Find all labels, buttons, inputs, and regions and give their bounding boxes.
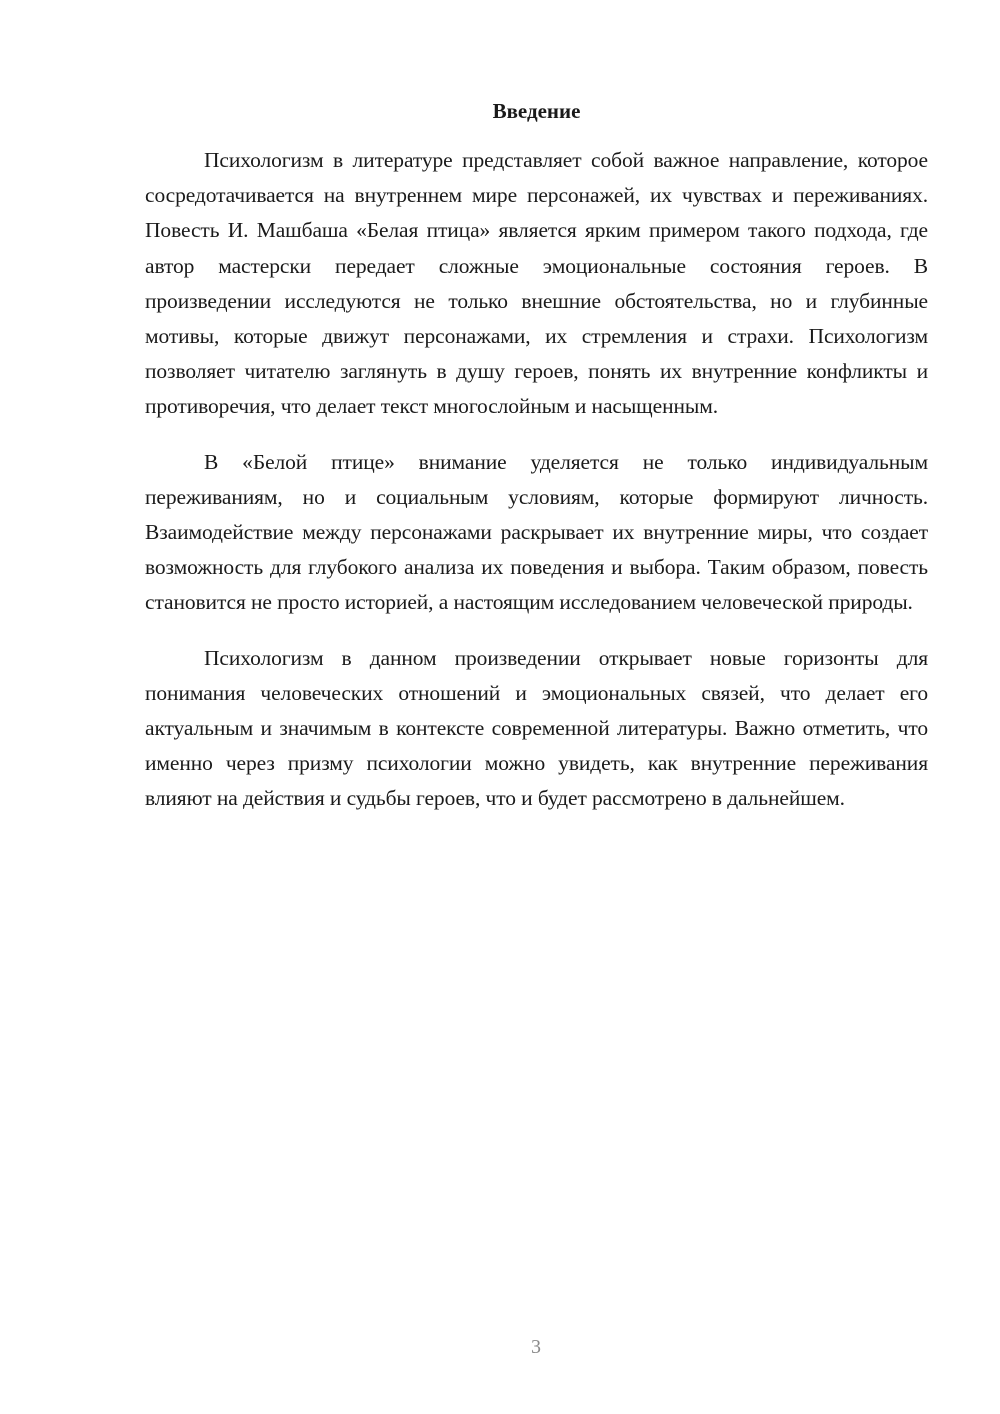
paragraph-2: В «Белой птице» внимание уделяется не только индивидуальным переживаниям, но и социальным условиям, которые формируют личность. Взаимодействие между персонажами раскрывает их внутренние миры, что создает возможность для глубокого анализа их поведения и выбора. Таким образом, повесть становится не просто историей, а настоящим исследованием человеческой природы.: [145, 449, 928, 615]
body-text: [145, 143, 928, 837]
page-number: 3: [531, 1336, 541, 1358]
paragraph-3: Психологизм в данном произведении открывает новые горизонты для понимания человеческих отношений и эмоциональных связей, что делает его актуальным и значимым в контексте современной литературы. Важно отметить, что именно через призму психологии можно увидеть, как внутренние переживания влияют на действия и судьбы героев, что и будет рассмотрено в дальнейшем.: [145, 645, 928, 811]
paragraph-1: Психологизм в литературе представляет собой важное направление, которое сосредотачивается на внутреннем мире персонажей, их чувствах и переживаниях. Повесть И. Машбаша «Белая птица» является ярким примером такого подхода, где автор мастерски передает сложные эмоциональные состояния героев. В произведении исследуются не только внешние обстоятельства, но и глубинные мотивы, которые движут персонажами, их стремления и страхи. Психологизм позволяет читателю заглянуть в душу героев, понять их внутренние конфликты и противоречия, что делает текст многослойным и насыщенным.: [145, 148, 928, 419]
section-title: Введение: [492, 99, 581, 123]
